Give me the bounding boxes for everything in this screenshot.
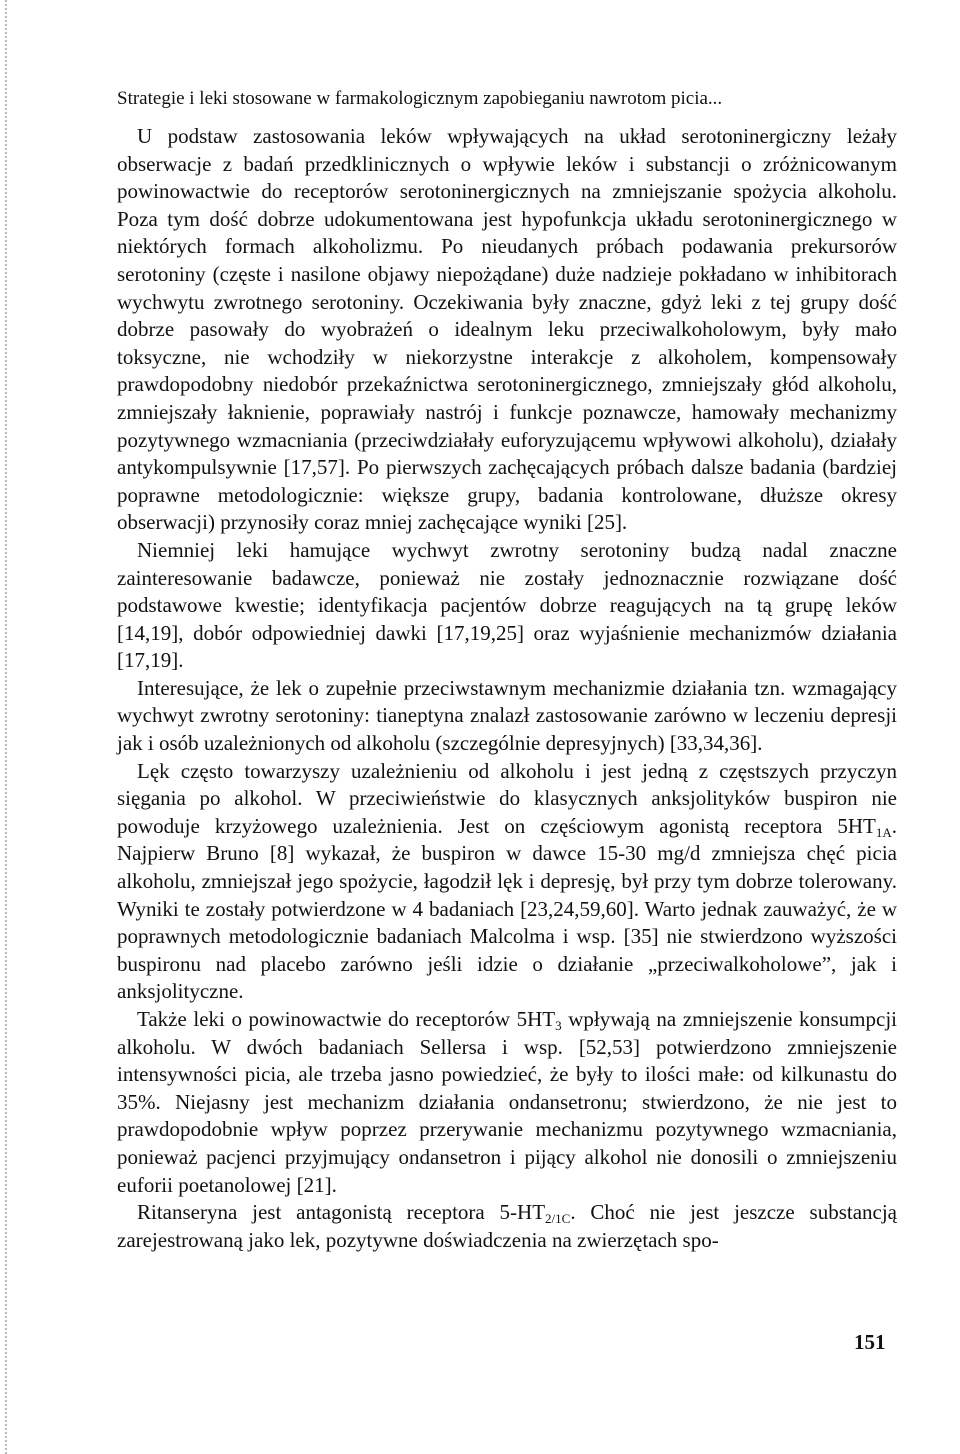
subscript: 1A — [875, 824, 892, 840]
text-segment: wpływają na zmniejszenie konsumpcji alkoholu. W dwóch badaniach Sellersa i wsp. [52,53] potwierdzono zmniejszenie intensywności picia, ale trzeba jasno powiedzieć, że były to ilości małe: od kilkunastu do 35%. Niejasny jest mechanizm działania ondansetronu; stwierdzono, że nie jest to prawdopodobnie wpływ poprzez przerywanie mechanizmu pozytywnego wzmacniania, ponieważ pacjenci przyjmujący ondansetron i pijący alkohol nie donosili o zmniejszeniu euforii poetanolowej [21]. — [117, 1007, 897, 1197]
text-segment: . Najpierw Bruno [8] wykazał, że buspiron w dawce 15-30 mg/d zmniejsza chęć picia alkoholu, zmniejszał jego spożycie, łagodził lęk i depresję, był przy tym dobrze tolerowany. Wyniki te zostały potwierdzone w 4 badaniach [23,24,59,60]. Warto jednak zauważyć, że w poprawnych metodologicznie badaniach Malcolma i wsp. [35] nie stwierdzono wyższości buspironu nad placebo zarówno jeśli idzie o działanie „przeciwalkoholowe”, jak i anksjolityczne. — [117, 813, 897, 1004]
running-head: Strategie i leki stosowane w farmakologicznym zapobieganiu nawrotom picia... — [117, 88, 723, 109]
paragraph-p2 — [117, 537, 897, 675]
text-segment: U podstaw zastosowania leków wpływających na układ serotoninergiczny leżały obserwacje z badań przedklinicznych o wpływie leków i substancji o zróżnicowanym powinowactwie do receptorów serotoninergicznych na zmniejszanie spożycia alkoholu. Poza tym dość dobrze udokumentowana jest hypofunkcja układu serotoninergicznego w niektórych formach alkoholizmu. Po nieudanych próbach podawania prekursorów serotoniny (częste i nasilone objawy niepożądane) duże nadzieje pokładano w inhibitorach wychwytu zwrotnego serotoniny. Oczekiwania były znaczne, gdyż leki z tej grupy dość dobrze pasowały do wyobrażeń o idealnym leku przeciwalkoholowym, były mało toksyczne, nie wchodziły w niekorzystne interakcje z alkoholem, kompensowały prawdopodobny niedobór przekaźnictwa serotoninergicznego, zmniejszały głód alkoholu, zmniejszały łaknienie, poprawiały nastrój i funkcje poznawcze, hamowały mechanizmy pozytywnego wzmacniania (przeciwdziałały euforyzującemu wpływowi alkoholu), działały antykompulsywnie [17,57]. Po pierwszych zachęcających próbach dalsze badania (bardziej poprawne metodologicznie: większe grupy, badania kontrolowane, dłuższe okresy obserwacji) przynosiły coraz mniej zachęcające wyniki [25]. — [117, 124, 897, 535]
text-segment: Ritanseryna jest antagonistą receptora 5-HT — [137, 1200, 546, 1225]
subscript: 3 — [555, 1018, 562, 1033]
text-segment: Niemniej leki hamujące wychwyt zwrotny serotoniny budzą nadal znaczne zainteresowanie badawcze, ponieważ nie zostały jednoznacznie rozwiązane dość podstawowe kwestie; identyfikacja pacjentów dobrze reagujących na tą grupę leków [14,19], dobór odpowiedniej dawki [17,19,25] oraz wyjaśnienie mechanizmów działania [17,19]. — [117, 537, 897, 673]
paragraph-p6 — [117, 1199, 897, 1254]
scan-edge-dots — [5, 0, 7, 1454]
body-text — [117, 123, 897, 1254]
text-segment: Interesujące, że lek o zupełnie przeciwstawnym mechanizmie działania tzn. wzmagający wychwyt zwrotny serotoniny: tianeptyna znalazł zastosowanie zarówno w leczeniu depresji jak i osób uzależnionych od alkoholu (szczególnie depresyjnych) [33,34,36]. — [117, 675, 897, 756]
text-segment: Lęk często towarzyszy uzależnieniu od alkoholu i jest jedną z częstszych przyczyn sięgania po alkohol. W przeciwieństwie do klasycznych anksjolityków buspiron nie powoduje krzyżowego uzależnienia. Jest on częściowym agonistą receptora 5HT — [117, 758, 897, 838]
text-segment: Także leki o powinowactwie do receptorów 5HT — [137, 1007, 556, 1031]
subscript: 2/1C — [545, 1211, 571, 1227]
paragraph-p1 — [117, 123, 897, 537]
page-number: 151 — [854, 1330, 886, 1354]
text-segment: . Choć nie jest jeszcze substancją zarejestrowaną jako lek, pozytywne doświadczenia na zwierzętach spo- — [117, 1200, 898, 1252]
paragraph-p5 — [117, 1006, 897, 1199]
paragraph-p4 — [117, 758, 897, 1006]
paragraph-p3 — [117, 675, 897, 758]
